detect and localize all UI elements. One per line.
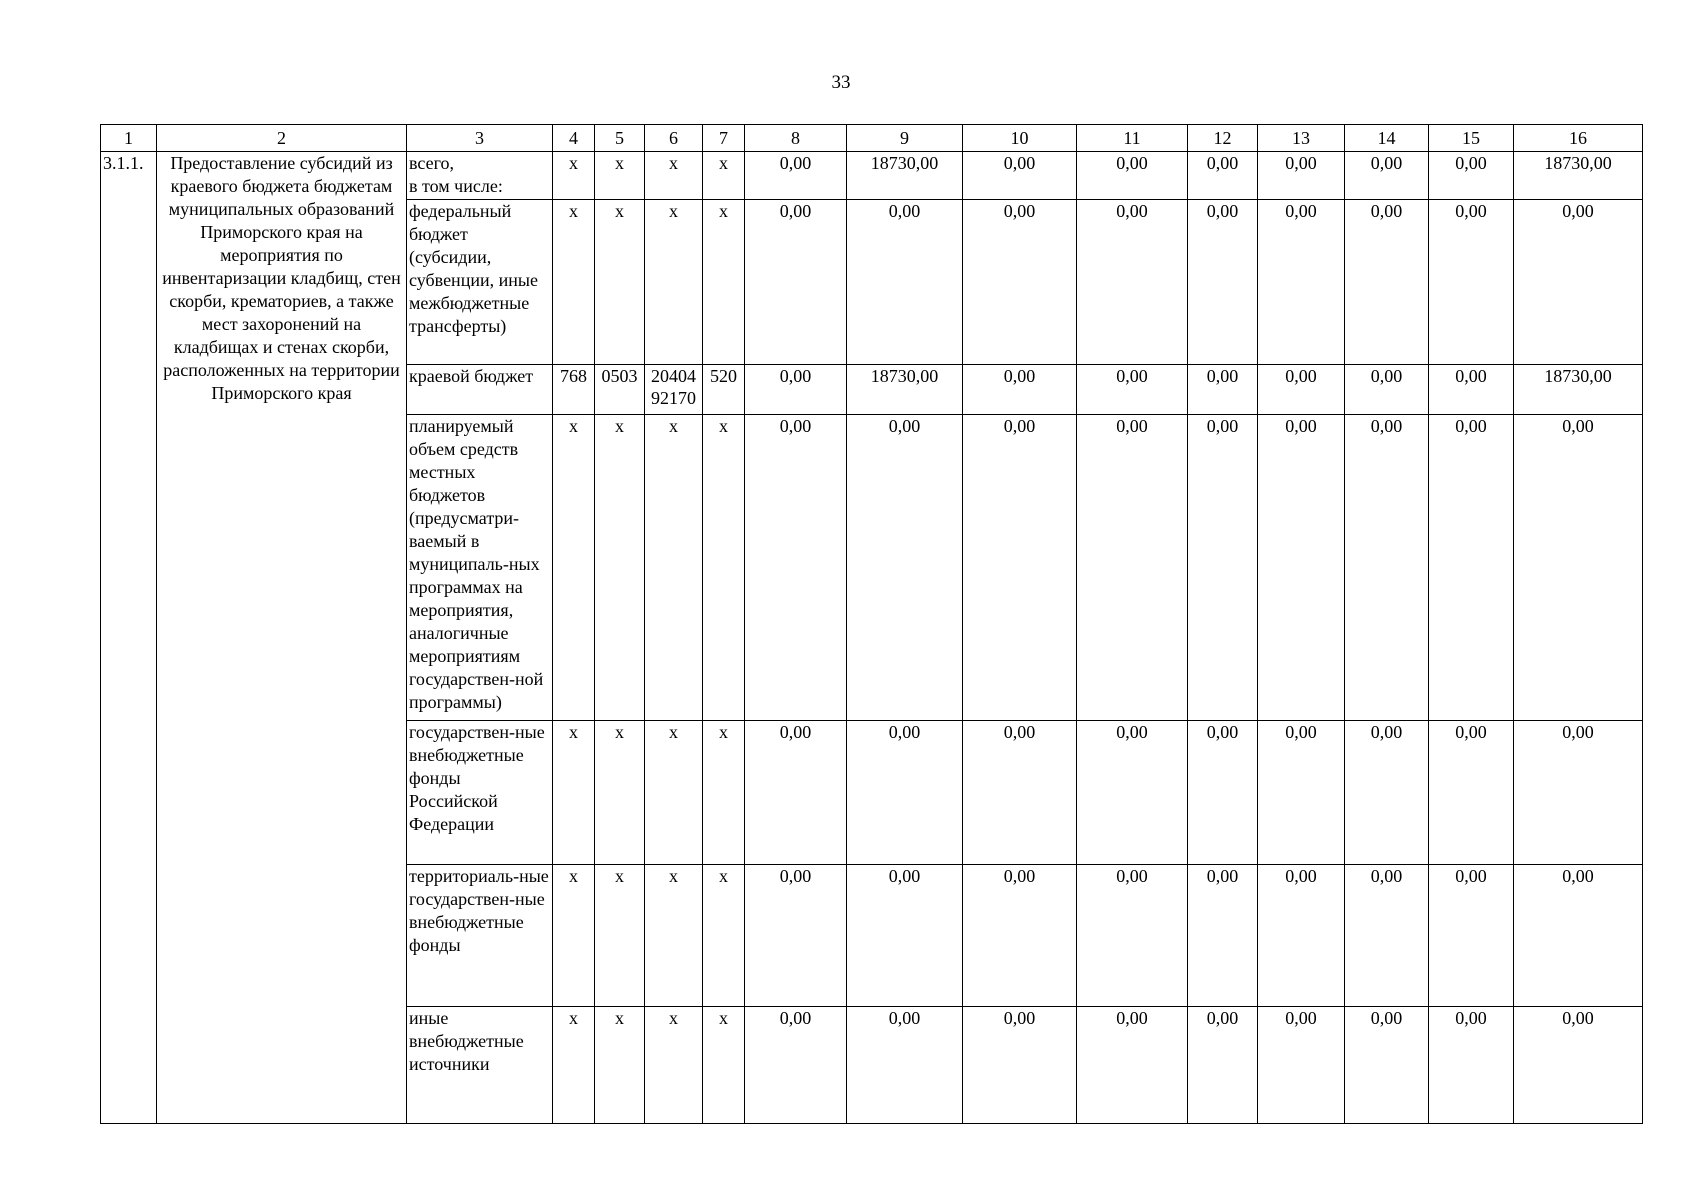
- header-cell: 10: [963, 125, 1077, 152]
- code-cell-5: х: [595, 152, 645, 200]
- value-cell: 0,00: [1258, 865, 1345, 1007]
- code-cell-6: х: [645, 865, 703, 1007]
- code-cell-5: 0503: [595, 365, 645, 415]
- funding-source: иные внебюджетные источники: [407, 1007, 553, 1124]
- value-cell: 0,00: [1077, 415, 1188, 721]
- value-cell: 0,00: [1188, 721, 1258, 865]
- value-cell: 0,00: [1514, 200, 1643, 365]
- value-cell: 0,00: [963, 415, 1077, 721]
- header-cell: 13: [1258, 125, 1345, 152]
- header-row: [101, 125, 1643, 152]
- value-cell: 0,00: [1429, 1007, 1514, 1124]
- value-cell: 0,00: [1345, 865, 1429, 1007]
- value-cell: 0,00: [1077, 152, 1188, 200]
- funding-source: всего, в том числе:: [407, 152, 553, 200]
- value-cell: 0,00: [1345, 1007, 1429, 1124]
- value-cell: 0,00: [1345, 365, 1429, 415]
- funding-source: территориаль-ные государствен-ные внебюджетные фонды: [407, 865, 553, 1007]
- value-cell: 0,00: [1258, 1007, 1345, 1124]
- header-cell: 9: [847, 125, 963, 152]
- value-cell: 0,00: [745, 365, 847, 415]
- header-cell: 8: [745, 125, 847, 152]
- value-cell: 0,00: [1429, 721, 1514, 865]
- value-cell: 0,00: [1258, 152, 1345, 200]
- code-cell-7: х: [703, 1007, 745, 1124]
- value-cell: 0,00: [1429, 200, 1514, 365]
- value-cell: 18730,00: [847, 152, 963, 200]
- header-cell: 7: [703, 125, 745, 152]
- funding-source: федеральный бюджет (субсидии, субвенции, иные межбюджетные трансферты): [407, 200, 553, 365]
- value-cell: 18730,00: [847, 365, 963, 415]
- value-cell: 0,00: [1345, 152, 1429, 200]
- funding-source: планируемый объем средств местных бюджетов (предусматри-ваемый в муниципаль-ных программах на мероприятия, аналогичные мероприятиям государствен-ной программы): [407, 415, 553, 721]
- value-cell: 0,00: [1188, 365, 1258, 415]
- code-cell-4: х: [553, 721, 595, 865]
- value-cell: 0,00: [1345, 415, 1429, 721]
- value-cell: 0,00: [847, 721, 963, 865]
- header-cell: 1: [101, 125, 157, 152]
- value-cell: 0,00: [1258, 721, 1345, 865]
- value-cell: 0,00: [745, 865, 847, 1007]
- value-cell: 0,00: [847, 1007, 963, 1124]
- code-cell-4: х: [553, 865, 595, 1007]
- value-cell: 0,00: [1077, 1007, 1188, 1124]
- value-cell: 0,00: [1258, 200, 1345, 365]
- code-cell-6: х: [645, 415, 703, 721]
- code-cell-6: х: [645, 152, 703, 200]
- value-cell: 0,00: [745, 415, 847, 721]
- value-cell: 0,00: [1077, 200, 1188, 365]
- code-cell-6: х: [645, 1007, 703, 1124]
- value-cell: 18730,00: [1514, 365, 1643, 415]
- value-cell: 0,00: [1077, 365, 1188, 415]
- code-cell-5: х: [595, 200, 645, 365]
- value-cell: 0,00: [847, 865, 963, 1007]
- code-cell-4: х: [553, 152, 595, 200]
- value-cell: 18730,00: [1514, 152, 1643, 200]
- value-cell: 0,00: [1077, 865, 1188, 1007]
- value-cell: 0,00: [963, 865, 1077, 1007]
- header-cell: 15: [1429, 125, 1514, 152]
- value-cell: 0,00: [1188, 200, 1258, 365]
- header-cell: 3: [407, 125, 553, 152]
- value-cell: 0,00: [1188, 152, 1258, 200]
- budget-table: [100, 124, 1643, 1124]
- value-cell: 0,00: [1429, 415, 1514, 721]
- value-cell: 0,00: [1258, 415, 1345, 721]
- value-cell: 0,00: [1345, 721, 1429, 865]
- value-cell: 0,00: [1188, 865, 1258, 1007]
- value-cell: 0,00: [1188, 415, 1258, 721]
- funding-source: государствен-ные внебюджетные фонды Российской Федерации: [407, 721, 553, 865]
- funding-source: краевой бюджет: [407, 365, 553, 415]
- value-cell: 0,00: [1514, 721, 1643, 865]
- value-cell: 0,00: [963, 1007, 1077, 1124]
- header-cell: 6: [645, 125, 703, 152]
- code-cell-7: х: [703, 415, 745, 721]
- value-cell: 0,00: [1258, 365, 1345, 415]
- value-cell: 0,00: [745, 1007, 847, 1124]
- item-title: Предоставление субсидий из краевого бюджета бюджетам муниципальных образований Приморского края на мероприятия по инвентаризации кладбищ, стен скорби, крематориев, а также мест захоронений на кладбищах и стенах скорби, расположенных на территории Приморского края: [157, 152, 407, 1124]
- value-cell: 0,00: [847, 415, 963, 721]
- value-cell: 0,00: [1514, 415, 1643, 721]
- value-cell: 0,00: [1077, 721, 1188, 865]
- code-cell-6: 20404 92170: [645, 365, 703, 415]
- value-cell: 0,00: [1429, 152, 1514, 200]
- value-cell: 0,00: [963, 200, 1077, 365]
- value-cell: 0,00: [963, 365, 1077, 415]
- header-cell: 14: [1345, 125, 1429, 152]
- code-cell-7: х: [703, 721, 745, 865]
- code-cell-7: х: [703, 200, 745, 365]
- header-cell: 2: [157, 125, 407, 152]
- code-cell-4: х: [553, 415, 595, 721]
- code-cell-4: х: [553, 200, 595, 365]
- item-number: 3.1.1.: [101, 152, 157, 1124]
- code-cell-5: х: [595, 1007, 645, 1124]
- value-cell: 0,00: [745, 200, 847, 365]
- table-row: [101, 152, 1643, 200]
- code-cell-5: х: [595, 721, 645, 865]
- header-cell: 5: [595, 125, 645, 152]
- value-cell: 0,00: [1514, 1007, 1643, 1124]
- value-cell: 0,00: [1345, 200, 1429, 365]
- code-cell-4: 768: [553, 365, 595, 415]
- header-cell: 11: [1077, 125, 1188, 152]
- code-cell-6: х: [645, 721, 703, 865]
- header-cell: 4: [553, 125, 595, 152]
- value-cell: 0,00: [847, 200, 963, 365]
- code-cell-6: х: [645, 200, 703, 365]
- value-cell: 0,00: [745, 152, 847, 200]
- code-cell-5: х: [595, 865, 645, 1007]
- value-cell: 0,00: [963, 721, 1077, 865]
- value-cell: 0,00: [963, 152, 1077, 200]
- value-cell: 0,00: [1514, 865, 1643, 1007]
- code-cell-7: х: [703, 152, 745, 200]
- header-cell: 16: [1514, 125, 1643, 152]
- code-cell-7: 520: [703, 365, 745, 415]
- code-cell-4: х: [553, 1007, 595, 1124]
- page-number: 33: [831, 72, 851, 93]
- value-cell: 0,00: [745, 721, 847, 865]
- value-cell: 0,00: [1429, 865, 1514, 1007]
- header-cell: 12: [1188, 125, 1258, 152]
- code-cell-7: х: [703, 865, 745, 1007]
- value-cell: 0,00: [1429, 365, 1514, 415]
- value-cell: 0,00: [1188, 1007, 1258, 1124]
- code-cell-5: х: [595, 415, 645, 721]
